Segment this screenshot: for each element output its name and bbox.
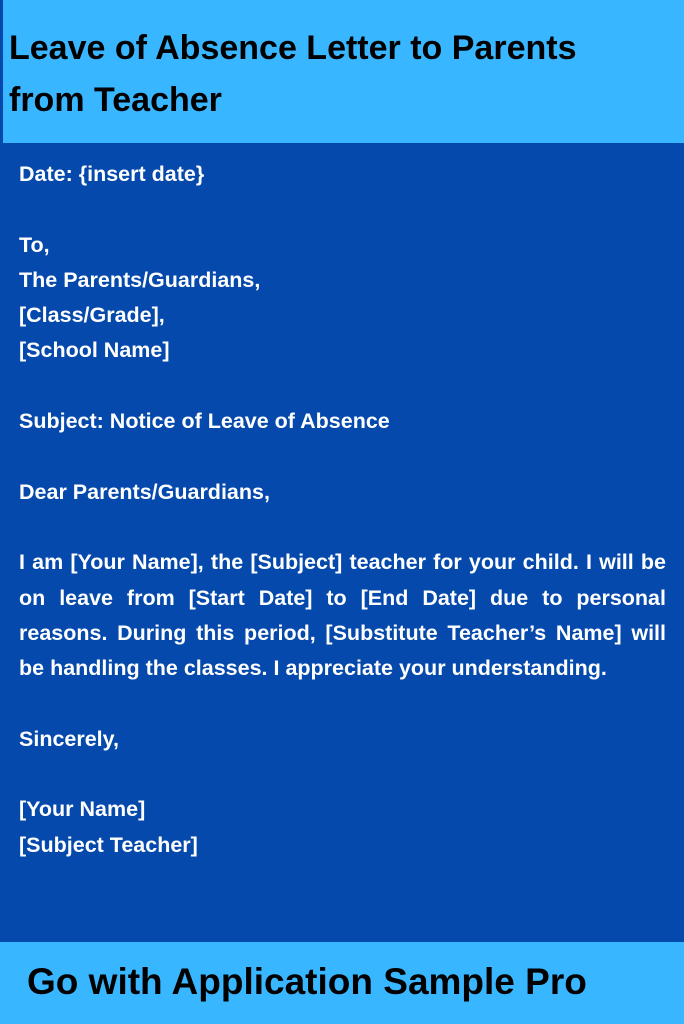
letter-school-name: [School Name] — [19, 338, 170, 363]
letter-class-grade: [Class/Grade], — [19, 303, 165, 328]
spacer — [19, 369, 666, 404]
letter-body-paragraph: I am [Your Name], the [Subject] teacher for your child. I will be on leave from [Start Date] to [End Date] due to personal reasons. During this period, [Substitute Teacher’s Name] will be handling the classes. I appreciate your understanding. — [19, 550, 666, 681]
page-title-line-2: from Teacher — [9, 81, 222, 119]
footer-text: Go with Application Sample Pro — [27, 961, 587, 1002]
letter-body — [19, 157, 666, 863]
spacer — [19, 439, 666, 474]
letter-recipient: The Parents/Guardians, — [19, 267, 261, 292]
letter-salutation: Dear Parents/Guardians, — [19, 479, 270, 504]
letter-to: To, — [19, 232, 50, 257]
header-banner — [0, 0, 684, 143]
page-title — [9, 22, 649, 126]
spacer — [19, 686, 666, 721]
spacer — [19, 757, 666, 792]
footer-banner — [0, 942, 684, 1024]
letter-closing: Sincerely, — [19, 726, 119, 751]
letter-subject: Subject: Notice of Leave of Absence — [19, 409, 390, 434]
spacer — [19, 510, 666, 545]
letter-date: Date: {insert date} — [19, 162, 205, 186]
letter-signature-name: [Your Name] — [19, 797, 146, 822]
page-title-line-1: Leave of Absence Letter to Parents — [9, 29, 577, 67]
letter-signature-title: [Subject Teacher] — [19, 832, 198, 857]
spacer — [19, 192, 666, 227]
